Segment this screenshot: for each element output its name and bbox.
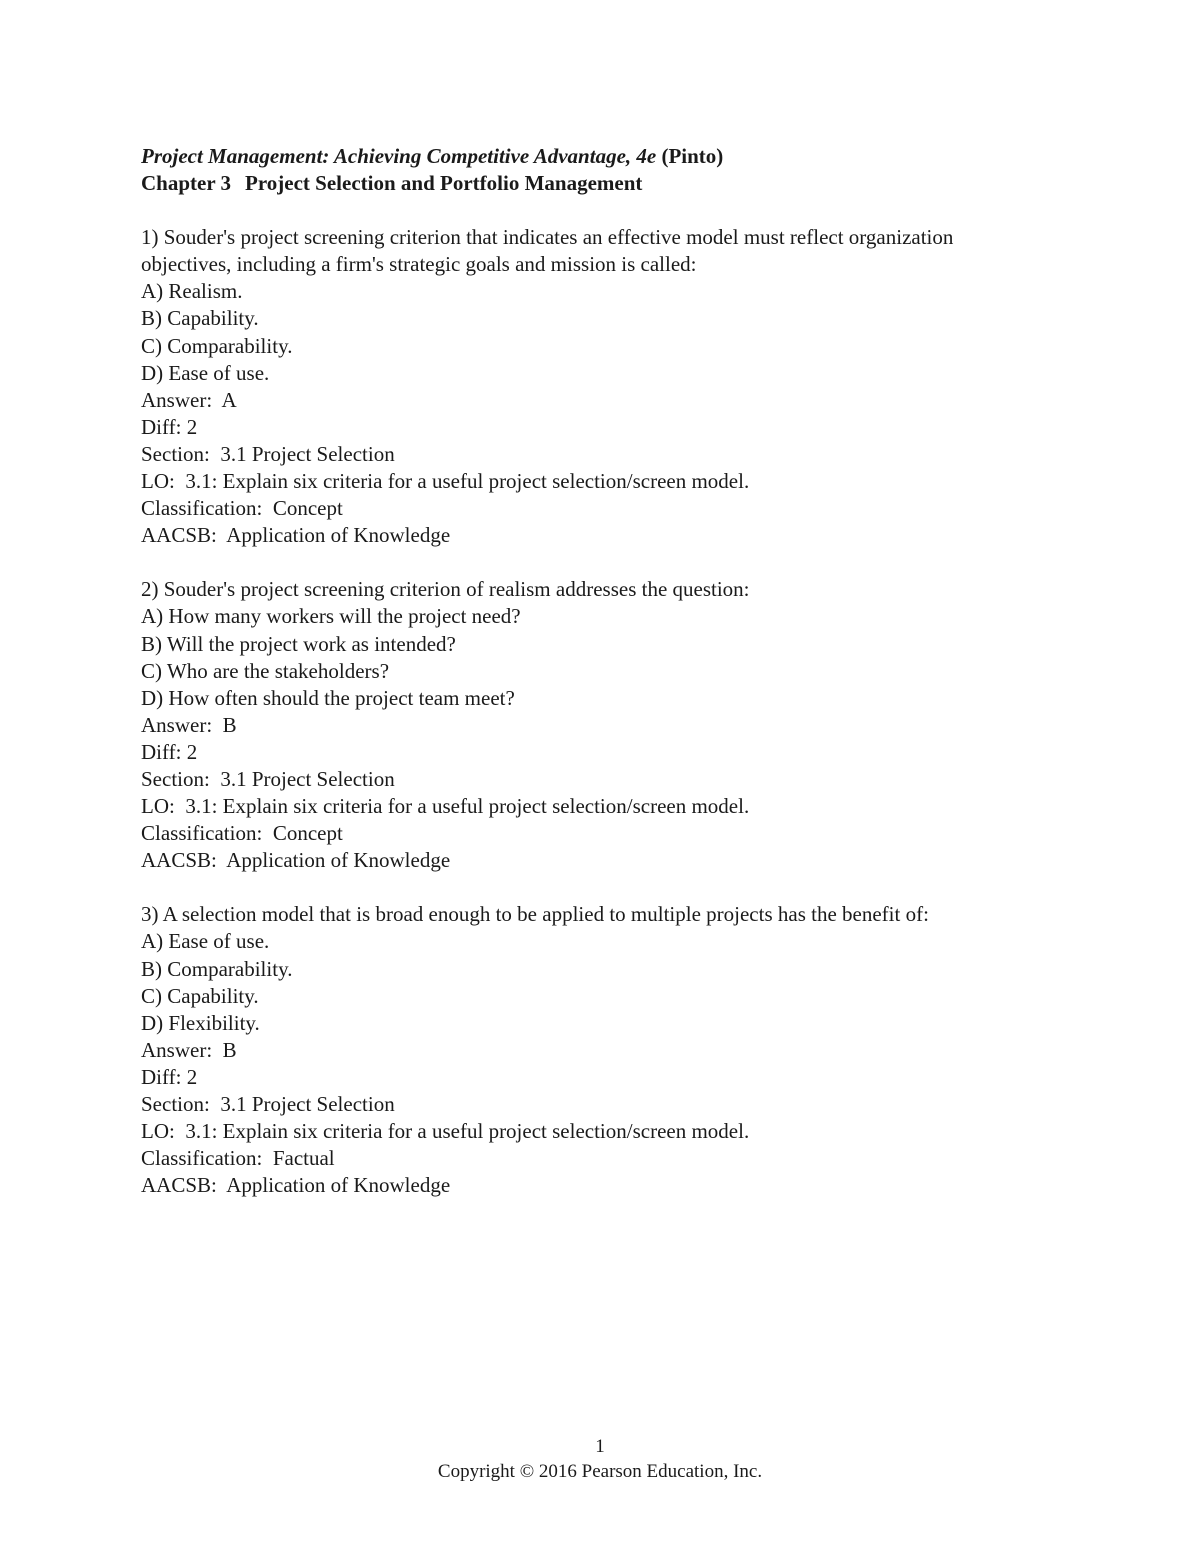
difficulty: Diff: 2 <box>141 414 198 439</box>
question-stem-line1: 1) Souder's project screening criterion that indicates an effective model must reflect organization <box>141 225 954 250</box>
difficulty: Diff: 2 <box>141 739 198 764</box>
question-3 <box>141 901 1101 1199</box>
option-b: B) Will the project work as intended? <box>141 631 456 656</box>
option-b: B) Comparability. <box>141 956 293 981</box>
aacsb: AACSB: Application of Knowledge <box>141 848 451 873</box>
option-b: B) Capability. <box>141 306 259 331</box>
option-d: D) Flexibility. <box>141 1010 260 1035</box>
book-title <box>141 143 1101 170</box>
document-page <box>141 143 1101 1199</box>
option-a: A) Ease of use. <box>141 929 270 954</box>
difficulty: Diff: 2 <box>141 1064 198 1089</box>
section: Section: 3.1 Project Selection <box>141 1092 395 1116</box>
question-1 <box>141 224 1101 549</box>
answer: Answer: B <box>141 1037 237 1062</box>
option-c: C) Capability. <box>141 983 259 1008</box>
book-title-italic: Project Management: Achieving Competitive Advantage, 4e <box>141 144 657 168</box>
question-stem-line2: objectives, including a firm's strategic goals and mission is called: <box>141 252 697 277</box>
question-stem-line1: 3) A selection model that is broad enough to be applied to multiple projects has the benefit of: <box>141 902 929 927</box>
question-stem-line1: 2) Souder's project screening criterion of realism addresses the question: <box>141 577 750 602</box>
section: Section: 3.1 Project Selection <box>141 766 395 791</box>
chapter-label: Chapter 3 <box>141 171 232 196</box>
book-author: (Pinto) <box>661 144 724 168</box>
classification: Classification: Concept <box>141 821 343 846</box>
aacsb: AACSB: Application of Knowledge <box>141 523 451 548</box>
question-2 <box>141 576 1101 874</box>
chapter-title: Project Selection and Portfolio Management <box>245 171 643 196</box>
learning-objective: LO: 3.1: Explain six criteria for a useful project selection/screen model. <box>141 794 750 819</box>
chapter-heading <box>141 170 1101 197</box>
answer: Answer: B <box>141 712 237 737</box>
option-a: A) How many workers will the project need? <box>141 604 521 629</box>
classification: Classification: Concept <box>141 496 343 521</box>
option-a: A) Realism. <box>141 279 243 304</box>
learning-objective: LO: 3.1: Explain six criteria for a useful project selection/screen model. <box>141 1119 750 1144</box>
section: Section: 3.1 Project Selection <box>141 441 395 466</box>
learning-objective: LO: 3.1: Explain six criteria for a useful project selection/screen model. <box>141 469 750 494</box>
option-c: C) Comparability. <box>141 333 293 358</box>
page-number: 1 <box>595 1436 605 1457</box>
answer: Answer: A <box>141 387 237 412</box>
option-d: D) How often should the project team meet? <box>141 685 515 710</box>
copyright-notice: Copyright © 2016 Pearson Education, Inc. <box>437 1461 763 1482</box>
aacsb: AACSB: Application of Knowledge <box>141 1173 451 1198</box>
option-c: C) Who are the stakeholders? <box>141 658 390 683</box>
option-d: D) Ease of use. <box>141 360 270 385</box>
classification: Classification: Factual <box>141 1146 335 1171</box>
